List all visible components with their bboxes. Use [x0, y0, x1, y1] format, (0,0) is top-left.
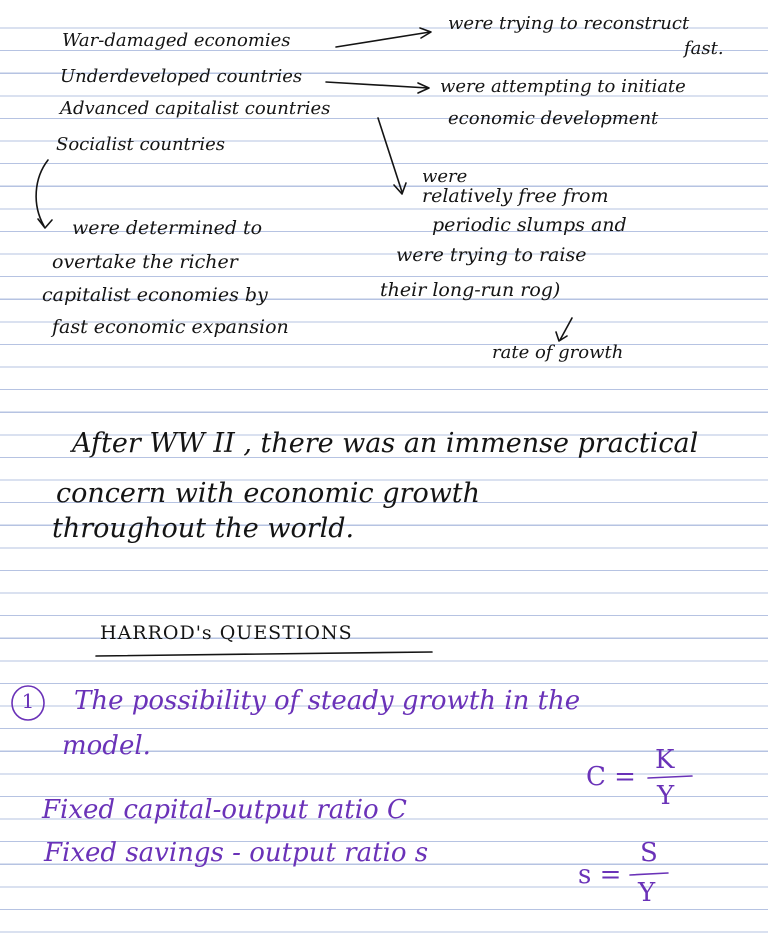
note-war-damaged-action-1: were trying to reconstruct: [448, 13, 690, 34]
heading-underline: [96, 652, 432, 656]
postwar-line-1: After WW II , there was an immense practical: [72, 428, 699, 459]
note-advanced-action-2: relatively free from: [422, 185, 609, 207]
formula-c-numerator: K: [655, 745, 675, 775]
harrod-heading: HARROD's QUESTIONS: [100, 622, 353, 644]
question-1-number: 1: [21, 689, 35, 713]
note-socialist: Socialist countries: [56, 134, 226, 155]
postwar-line-2: concern with economic growth: [56, 478, 481, 509]
note-advanced-action-5: their long-run rog): [380, 279, 561, 301]
note-advanced-action-1: were: [422, 166, 468, 187]
note-socialist-action-2: overtake the richer: [52, 251, 238, 273]
note-war-damaged-action-2: fast.: [684, 38, 724, 59]
note-rog-expansion: rate of growth: [492, 342, 624, 363]
formula-c-lhs: C =: [586, 762, 636, 792]
note-socialist-action-1: were determined to: [72, 217, 263, 239]
note-advanced: Advanced capitalist countries: [60, 98, 331, 119]
note-advanced-action-3: periodic slumps and: [432, 214, 627, 236]
fixed-savings-output-ratio: Fixed savings - output ratio s: [44, 838, 429, 868]
note-underdeveloped-action-1: were attempting to initiate: [440, 76, 686, 97]
question-1-line-2: model.: [62, 731, 151, 761]
note-underdeveloped-action-2: economic development: [448, 108, 659, 129]
arrowhead-socialist: [38, 219, 52, 228]
arrow-advanced: [378, 118, 402, 192]
formula-c-denominator: Y: [657, 781, 675, 811]
fixed-capital-output-ratio: Fixed capital-output ratio C: [42, 795, 407, 825]
note-socialist-action-4: fast economic expansion: [52, 316, 289, 338]
formula-s-numerator: S: [640, 838, 658, 868]
bracket-socialist: [36, 160, 48, 226]
question-number-circle: [12, 686, 44, 720]
formula-c-fraction-bar: [648, 776, 692, 778]
note-war-damaged: War-damaged economies: [62, 30, 291, 51]
arrow-underdeveloped: [326, 82, 428, 88]
note-underdeveloped: Underdeveloped countries: [60, 66, 303, 87]
postwar-line-3: throughout the world.: [52, 513, 355, 544]
formula-s-denominator: Y: [638, 878, 656, 908]
arrow-war-damaged: [336, 32, 430, 47]
formula-s-fraction-bar: [630, 873, 668, 875]
formula-s-lhs: s =: [578, 860, 622, 890]
question-1-line-1: The possibility of steady growth in the: [74, 686, 581, 716]
note-advanced-action-4: were trying to raise: [396, 244, 587, 266]
note-socialist-action-3: capitalist economies by: [42, 284, 268, 306]
